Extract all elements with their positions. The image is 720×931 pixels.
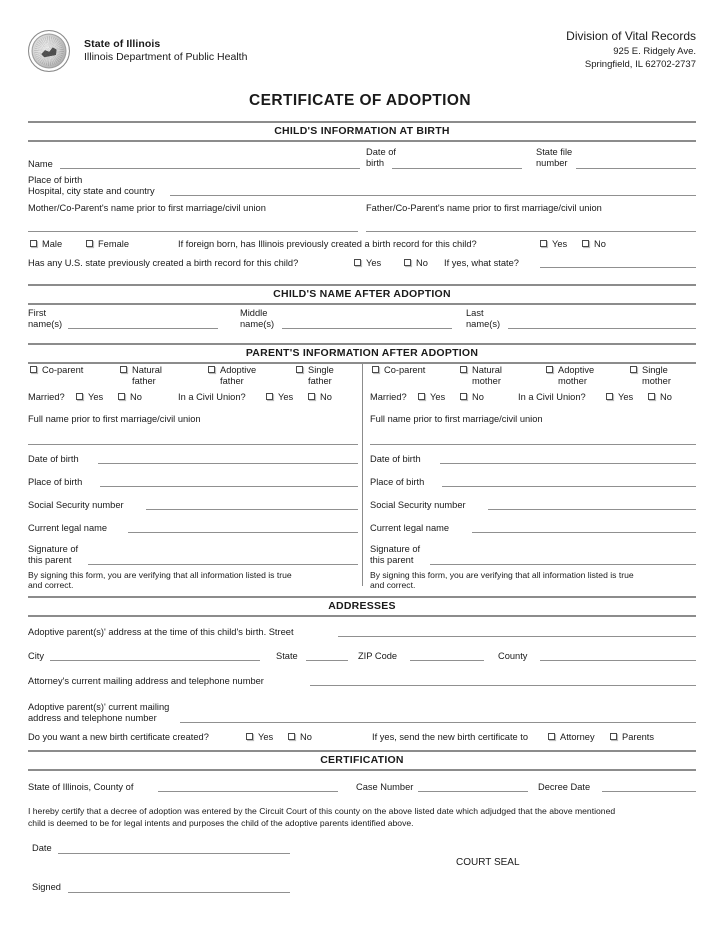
division-name: Division of Vital Records xyxy=(566,29,696,43)
label-new-cert-question: Do you want a new birth certificate created? xyxy=(28,732,209,742)
label-attorney-mailing: Attorney's current mailing address and telephone number xyxy=(28,676,264,686)
checkbox-sex-male[interactable] xyxy=(30,240,37,247)
label-right-signature-line2: this parent xyxy=(370,555,414,565)
label-middle-name-line1: Middle xyxy=(240,308,268,318)
section-header-certification: CERTIFICATION xyxy=(28,750,696,771)
label-right-natural-line2: mother xyxy=(472,376,501,386)
label-left-single-line2: father xyxy=(308,376,332,386)
label-right-pob: Place of birth xyxy=(370,477,425,487)
checkbox-right-natural-mother[interactable] xyxy=(460,366,467,373)
checkbox-left-civil-no[interactable] xyxy=(308,393,315,400)
field-county[interactable] xyxy=(540,660,696,661)
label-place-of-birth-line2: Hospital, city state and country xyxy=(28,186,155,196)
label-left-natural-line1: Natural xyxy=(132,365,162,375)
field-adoptive-address-street[interactable] xyxy=(338,636,696,637)
label-last-name-line2: name(s) xyxy=(466,319,501,329)
label-city: City xyxy=(28,651,45,661)
label-mother-prior-name: Mother/Co-Parent's name prior to first marriage/civil union xyxy=(28,203,266,213)
label-send-parents: Parents xyxy=(622,732,655,742)
label-send-attorney: Attorney xyxy=(560,732,595,742)
state-seal-icon xyxy=(28,30,70,72)
label-left-dob: Date of birth xyxy=(28,454,79,464)
field-case-number[interactable] xyxy=(418,791,528,792)
field-mother-prior-name[interactable] xyxy=(28,231,358,232)
division-address-line-2: Springfield, IL 62702-2737 xyxy=(584,58,696,70)
org-name: State of Illinois xyxy=(84,37,161,50)
field-right-ssn[interactable] xyxy=(488,509,696,510)
label-right-civil-no: No xyxy=(660,392,672,402)
label-right-legal-name: Current legal name xyxy=(370,523,450,533)
checkbox-left-civil-yes[interactable] xyxy=(266,393,273,400)
division-address-line-1: 925 E. Ridgely Ave. xyxy=(613,45,696,57)
page-title: CERTIFICATE OF ADOPTION xyxy=(249,92,471,109)
label-county: County xyxy=(498,651,528,661)
label-left-civil-yes: Yes xyxy=(278,392,294,402)
label-foreign-born-question: If foreign born, has Illinois previously created a birth record for this child? xyxy=(178,239,477,249)
field-right-fullname-prior[interactable] xyxy=(370,444,696,445)
parent-column-divider xyxy=(362,364,363,586)
label-left-co-parent: Co-parent xyxy=(42,365,84,375)
label-statefile-line2: number xyxy=(536,158,568,168)
label-left-signature-line2: this parent xyxy=(28,555,72,565)
label-left-civil-no: No xyxy=(320,392,332,402)
checkbox-left-natural-father[interactable] xyxy=(120,366,127,373)
checkbox-new-cert-yes[interactable] xyxy=(246,733,253,740)
field-left-pob[interactable] xyxy=(100,486,358,487)
certification-body-line1: I hereby certify that a decree of adoption was entered by the Circuit Court of this county on the above listed date which adjudged that the above mentioned xyxy=(28,806,616,816)
label-child-name: Name xyxy=(28,159,53,169)
label-right-civil-yes: Yes xyxy=(618,392,634,402)
checkbox-left-adoptive-father[interactable] xyxy=(208,366,215,373)
section-header-child-after: CHILD'S NAME AFTER ADOPTION xyxy=(28,284,696,305)
label-left-adoptive-line2: father xyxy=(220,376,244,386)
field-attorney-mailing[interactable] xyxy=(310,685,696,686)
label-left-ssn: Social Security number xyxy=(28,500,124,510)
dept-name: Illinois Department of Public Health xyxy=(84,51,248,63)
label-father-prior-name: Father/Co-Parent's name prior to first marriage/civil union xyxy=(366,203,602,213)
field-child-name[interactable] xyxy=(60,168,360,169)
label-court-seal: COURT SEAL xyxy=(456,857,520,868)
label-right-attest-line2: and correct. xyxy=(370,580,416,590)
field-father-prior-name[interactable] xyxy=(366,231,696,232)
label-first-name-line1: First xyxy=(28,308,47,318)
label-zip-code: ZIP Code xyxy=(358,651,398,661)
label-right-civil-union: In a Civil Union? xyxy=(518,392,586,402)
label-sex-male: Male xyxy=(42,239,63,249)
label-right-single-line1: Single xyxy=(642,365,668,375)
label-us-state-question: Has any U.S. state previously created a birth record for this child? xyxy=(28,258,299,268)
checkbox-right-married-yes[interactable] xyxy=(418,393,425,400)
label-adoptive-mailing-line1: Adoptive parent(s)' current mailing xyxy=(28,702,170,712)
letterhead-org-block xyxy=(84,38,247,65)
label-right-fullname-prior: Full name prior to first marriage/civil union xyxy=(370,414,543,424)
label-left-pob: Place of birth xyxy=(28,477,83,487)
field-cert-date[interactable] xyxy=(58,853,290,854)
label-statefile-line1: State file xyxy=(536,147,573,157)
field-right-dob[interactable] xyxy=(440,463,696,464)
label-right-married-yes: Yes xyxy=(430,392,446,402)
label-foreign-born-no: No xyxy=(594,239,606,249)
checkbox-right-single-mother[interactable] xyxy=(630,366,637,373)
checkbox-send-attorney[interactable] xyxy=(548,733,555,740)
field-right-legal-name[interactable] xyxy=(472,532,696,533)
certification-body-line2: child is deemed to be for legal intents and purposes the child of the adoptive parents identified above. xyxy=(28,818,414,828)
label-left-attest-line2: and correct. xyxy=(28,580,74,590)
label-decree-date: Decree Date xyxy=(538,782,591,792)
field-first-name[interactable] xyxy=(68,328,218,329)
field-state-file-number[interactable] xyxy=(576,168,696,169)
label-adoptive-mailing-line2: address and telephone number xyxy=(28,713,157,723)
checkbox-foreign-born-no[interactable] xyxy=(582,240,589,247)
label-signed: Signed xyxy=(32,882,61,892)
field-adoptive-mailing[interactable] xyxy=(180,722,696,723)
label-left-married-no: No xyxy=(130,392,142,402)
letterhead xyxy=(28,30,696,86)
field-left-fullname-prior[interactable] xyxy=(28,444,358,445)
section-header-child-birth: CHILD'S INFORMATION AT BIRTH xyxy=(28,121,696,142)
label-left-fullname-prior: Full name prior to first marriage/civil union xyxy=(28,414,201,424)
checkbox-left-co-parent[interactable] xyxy=(30,366,37,373)
field-zip-code[interactable] xyxy=(410,660,484,661)
checkbox-right-civil-yes[interactable] xyxy=(606,393,613,400)
field-middle-name[interactable] xyxy=(282,328,452,329)
checkbox-us-state-no[interactable] xyxy=(404,259,411,266)
field-child-dob[interactable] xyxy=(392,168,522,169)
label-left-married-yes: Yes xyxy=(88,392,104,402)
checkbox-send-parents[interactable] xyxy=(610,733,617,740)
label-right-attest-line1: By signing this form, you are verifying that all information listed is true xyxy=(370,570,634,580)
label-dob-line1: Date of xyxy=(366,147,396,157)
checkbox-sex-female[interactable] xyxy=(86,240,93,247)
label-middle-name-line2: name(s) xyxy=(240,319,275,329)
label-left-legal-name: Current legal name xyxy=(28,523,108,533)
checkbox-foreign-born-yes[interactable] xyxy=(540,240,547,247)
field-left-dob[interactable] xyxy=(98,463,358,464)
label-first-name-line2: name(s) xyxy=(28,319,63,329)
label-sex-female: Female xyxy=(98,239,130,249)
label-left-single-line1: Single xyxy=(308,365,334,375)
label-send-to: If yes, send the new birth certificate to xyxy=(372,732,529,742)
checkbox-right-co-parent[interactable] xyxy=(372,366,379,373)
label-last-name-line1: Last xyxy=(466,308,484,318)
checkbox-right-married-no[interactable] xyxy=(460,393,467,400)
section-header-addresses: ADDRESSES xyxy=(28,596,696,617)
label-right-dob: Date of birth xyxy=(370,454,421,464)
field-left-signature[interactable] xyxy=(88,564,358,565)
label-right-natural-line1: Natural xyxy=(472,365,502,375)
label-left-signature-line1: Signature of xyxy=(28,544,79,554)
label-right-single-line2: mother xyxy=(642,376,671,386)
field-place-of-birth[interactable] xyxy=(170,195,696,196)
field-us-state-which[interactable] xyxy=(540,267,696,268)
label-right-co-parent: Co-parent xyxy=(384,365,426,375)
checkbox-right-adoptive-mother[interactable] xyxy=(546,366,553,373)
label-right-married-no: No xyxy=(472,392,484,402)
label-foreign-born-yes: Yes xyxy=(552,239,568,249)
label-right-adoptive-line1: Adoptive xyxy=(558,365,595,375)
checkbox-new-cert-no[interactable] xyxy=(288,733,295,740)
label-us-state-yes: Yes xyxy=(366,258,382,268)
label-right-adoptive-line2: mother xyxy=(558,376,587,386)
section-header-parents-after: PARENT'S INFORMATION AFTER ADOPTION xyxy=(28,343,696,364)
label-us-state-no: No xyxy=(416,258,428,268)
label-us-state-which: If yes, what state? xyxy=(444,258,519,268)
label-left-civil-union: In a Civil Union? xyxy=(178,392,246,402)
field-right-pob[interactable] xyxy=(442,486,696,487)
label-state-county: State of Illinois, County of xyxy=(28,782,134,792)
label-left-natural-line2: father xyxy=(132,376,156,386)
field-signed[interactable] xyxy=(68,892,290,893)
checkbox-left-married-no[interactable] xyxy=(118,393,125,400)
field-left-ssn[interactable] xyxy=(146,509,358,510)
checkbox-left-single-father[interactable] xyxy=(296,366,303,373)
field-city[interactable] xyxy=(50,660,260,661)
label-right-married: Married? xyxy=(370,392,407,402)
label-cert-date: Date xyxy=(32,843,52,853)
label-right-signature-line1: Signature of xyxy=(370,544,421,554)
label-case-number: Case Number xyxy=(356,782,414,792)
label-left-attest-line1: By signing this form, you are verifying that all information listed is true xyxy=(28,570,292,580)
letterhead-right xyxy=(566,28,696,71)
field-state-county[interactable] xyxy=(158,791,338,792)
label-adoptive-address-street: Adoptive parent(s)' address at the time of this child's birth. Street xyxy=(28,627,294,637)
letterhead-left xyxy=(28,30,247,72)
label-left-adoptive-line1: Adoptive xyxy=(220,365,257,375)
field-right-signature[interactable] xyxy=(430,564,696,565)
field-last-name[interactable] xyxy=(508,328,696,329)
checkbox-left-married-yes[interactable] xyxy=(76,393,83,400)
label-new-cert-no: No xyxy=(300,732,312,742)
label-right-ssn: Social Security number xyxy=(370,500,466,510)
checkbox-us-state-yes[interactable] xyxy=(354,259,361,266)
label-place-of-birth-line1: Place of birth xyxy=(28,175,83,185)
field-left-legal-name[interactable] xyxy=(128,532,358,533)
label-left-married: Married? xyxy=(28,392,65,402)
label-new-cert-yes: Yes xyxy=(258,732,274,742)
label-dob-line2: birth xyxy=(366,158,385,168)
field-state[interactable] xyxy=(306,660,348,661)
label-state: State xyxy=(276,651,298,661)
checkbox-right-civil-no[interactable] xyxy=(648,393,655,400)
field-decree-date[interactable] xyxy=(602,791,696,792)
